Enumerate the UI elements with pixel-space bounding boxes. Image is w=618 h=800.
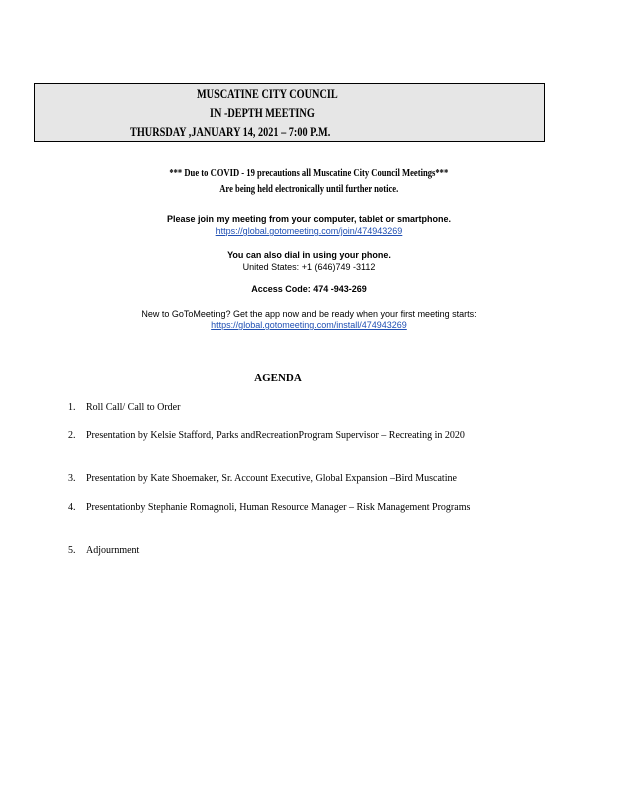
join-instructions: Please join my meeting from your computer, tablet or smartphone. xyxy=(166,214,452,224)
agenda-item-text: Roll Call/ Call to Order xyxy=(86,402,181,413)
covid-notice-line2: Are being held electronically until further notice. xyxy=(219,183,399,195)
join-link[interactable]: https://global.gotomeeting.com/join/474943269 xyxy=(215,226,403,236)
header-subtitle: IN -DEPTH MEETING xyxy=(210,106,315,120)
header-date: THURSDAY ,JANUARY 14, 2021 – 7:00 P.M. xyxy=(130,125,331,139)
agenda-item-number: 5. xyxy=(68,545,76,556)
agenda-item-number: 3. xyxy=(68,473,76,484)
install-link[interactable]: https://global.gotomeeting.com/install/474943269 xyxy=(211,320,407,330)
agenda-item-number: 2. xyxy=(68,430,76,441)
agenda-item-text: Presentation by Kate Shoemaker, Sr. Account Executive, Global Expansion –Bird Muscatine xyxy=(86,473,457,484)
agenda-item-text: Presentation by Kelsie Stafford, Parks andRecreationProgram Supervisor – Recreating in 2020 xyxy=(86,430,465,441)
agenda-item-number: 1. xyxy=(68,402,76,413)
covid-notice-line1: *** Due to COVID - 19 precautions all Muscatine City Council Meetings*** xyxy=(169,167,449,179)
agenda-item-text: Presentationby Stephanie Romagnoli, Human Resource Manager – Risk Management Programs xyxy=(86,502,471,513)
dial-number: United States: +1 (646)749 -3112 xyxy=(242,262,376,272)
agenda-item-text: Adjournment xyxy=(86,545,140,556)
new-user-text: New to GoToMeeting? Get the app now and be ready when your first meeting starts: xyxy=(141,309,477,319)
dial-instructions: You can also dial in using your phone. xyxy=(227,250,391,260)
agenda-item-number: 4. xyxy=(68,502,76,513)
agenda-title: AGENDA xyxy=(254,372,302,384)
access-code: Access Code: 474 -943-269 xyxy=(251,284,367,294)
header-title: MUSCATINE CITY COUNCIL xyxy=(197,87,338,101)
